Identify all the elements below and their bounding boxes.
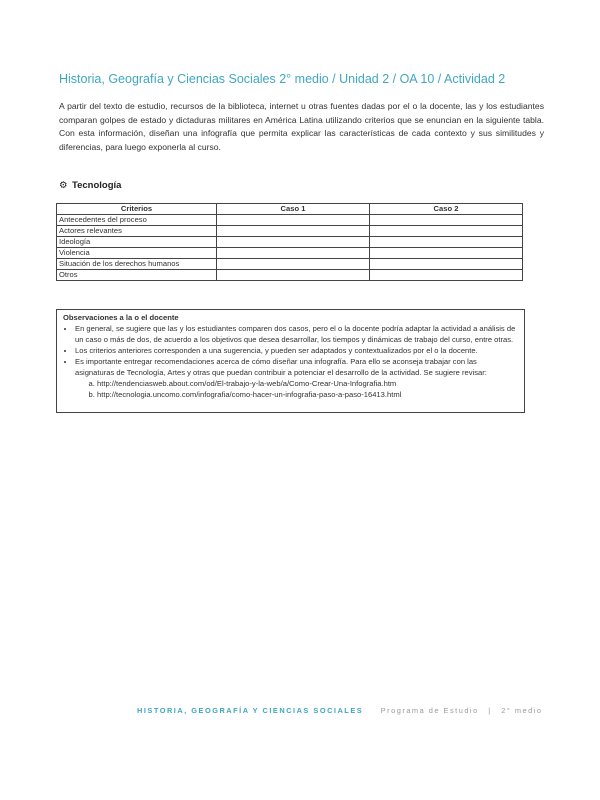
table-cell: Otros	[57, 270, 217, 281]
table-row	[57, 248, 523, 259]
table-cell	[370, 248, 523, 259]
observations-list	[63, 323, 518, 400]
resource-link[interactable]: b. http://tecnologia.uncomo.com/infografia/como-hacer-un-infografia-paso-a-paso-16413.html	[97, 389, 518, 400]
header-criterios: Criterios	[57, 204, 217, 215]
footer-grade: 2° medio	[501, 706, 543, 715]
table-cell	[217, 248, 370, 259]
table-cell	[370, 226, 523, 237]
table-cell	[370, 237, 523, 248]
table-cell	[370, 215, 523, 226]
criteria-table	[56, 203, 523, 281]
table-cell: Violencia	[57, 248, 217, 259]
table-cell: Ideología	[57, 237, 217, 248]
table-cell: Antecedentes del proceso	[57, 215, 217, 226]
table-cell	[370, 270, 523, 281]
table-row	[57, 270, 523, 281]
header-caso-2: Caso 2	[370, 204, 523, 215]
subject-tag	[59, 180, 121, 191]
teacher-observations-box	[56, 309, 525, 413]
resource-links	[75, 378, 518, 400]
page-title: Historia, Geografía y Ciencias Sociales 2° medio / Unidad 2 / OA 10 / Actividad 2	[59, 72, 506, 86]
list-item: • Los criterios anteriores corresponden a una sugerencia, y pueden ser adaptados y contextualizados por el o la docente.	[75, 345, 518, 356]
list-item	[75, 356, 518, 400]
table-header-row	[57, 204, 523, 215]
table-cell	[217, 237, 370, 248]
observations-heading: Observaciones a la o el docente	[63, 313, 179, 322]
table-row	[57, 215, 523, 226]
table-cell: Actores relevantes	[57, 226, 217, 237]
table-cell	[217, 259, 370, 270]
list-item: • En general, se sugiere que las y los estudiantes comparen dos casos, pero el o la docente podría adaptar la actividad a análisis de un caso o más de dos, de acuerdo a los objetivos que desea desarrollar, los tiempos y dinámicas de trabajo del curso, entre otras.	[75, 323, 518, 345]
footer-subject: HISTORIA, GEOGRAFÍA Y CIENCIAS SOCIALES	[137, 706, 364, 715]
table-cell: Situación de los derechos humanos	[57, 259, 217, 270]
resource-link[interactable]: a. http://tendenciasweb.about.com/od/El-trabajo-y-la-web/a/Como-Crear-Una-Infografia.htm	[97, 378, 518, 389]
gear-icon: ⚙	[59, 180, 68, 191]
table-cell	[370, 259, 523, 270]
list-item-text: Es importante entregar recomendaciones acerca de cómo diseñar una infografía. Para ello se aconseja trabajar con las asignaturas de Tecnología, Artes y otras que puedan contribuir a potenciar el desarrollo de la actividad. Se sugiere revisar:	[75, 357, 487, 377]
page-footer	[137, 706, 542, 715]
table-cell	[217, 226, 370, 237]
table-cell	[217, 215, 370, 226]
footer-program: Programa de Estudio	[380, 706, 479, 715]
table-row	[57, 237, 523, 248]
table-row	[57, 259, 523, 270]
subject-label: Tecnología	[72, 180, 122, 191]
intro-paragraph: A partir del texto de estudio, recursos de la biblioteca, internet u otras fuentes dadas por el o la docente, las y los estudiantes comparan golpes de estado y dictaduras militares en América Latina utilizando criterios que se enuncian en la siguiente tabla. Con esta información, diseñan una infografía que permita explicar las características de cada contexto y sus similitudes y diferencias, para luego exponerla al curso.	[59, 101, 544, 152]
footer-separator: |	[488, 706, 492, 715]
header-caso-1: Caso 1	[217, 204, 370, 215]
table-row	[57, 226, 523, 237]
table-cell	[217, 270, 370, 281]
